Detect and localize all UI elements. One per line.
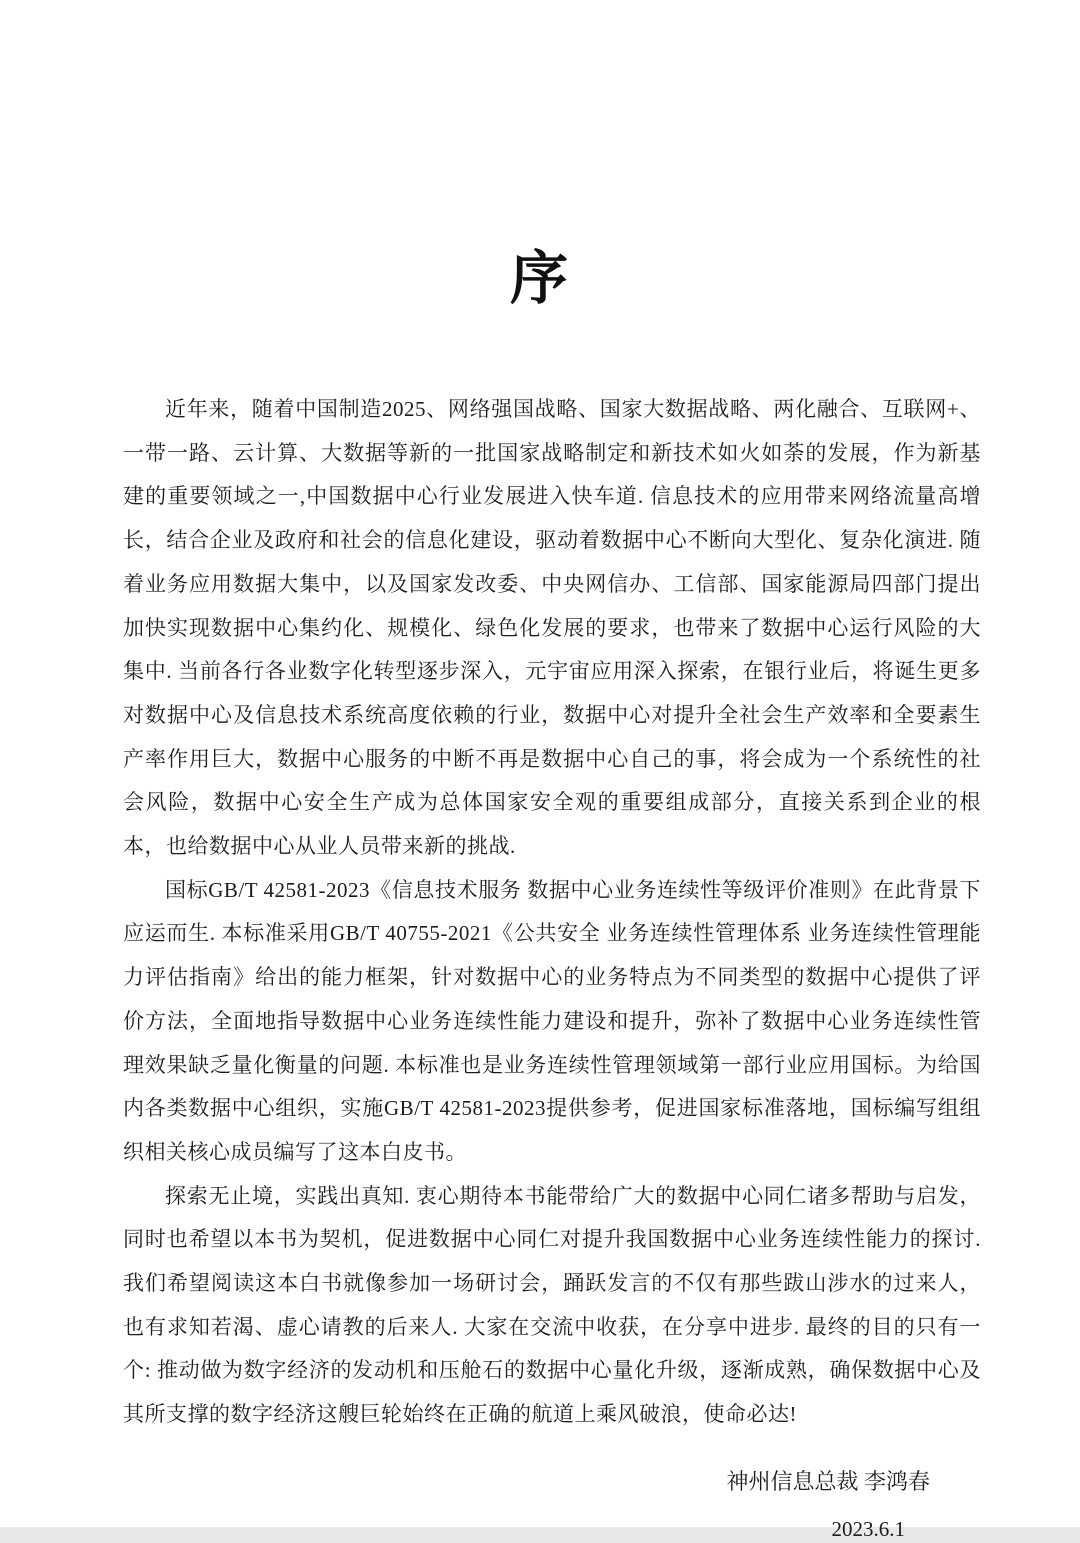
preface-body — [123, 388, 981, 1437]
paragraph-2: 国标GB/T 42581-2023《信息技术服务 数据中心业务连续性等级评价准则》在此背景下应运而生. 本标准采用GB/T 40755-2021《公共安全 业务连续性管理体系 业务连续性管理能力评估指南》给出的能力框架，针对数据中心的业务特点为不同类型的数据中心提供了评价方法，全面地指导数据中心业务连续性能力建设和提升，弥补了数据中心业务连续性管理效果缺乏量化衡量的问题. 本标准也是业务连续性管理领域第一部行业应用国标。为给国内各类数据中心组织，实施GB/T 42581-2023提供参考，促进国家标准落地，国标编写组组织相关核心成员编写了这本白皮书。 — [123, 877, 981, 1164]
date-line: 2023.6.1 — [831, 1516, 905, 1541]
page-title: 序 — [509, 246, 570, 311]
paragraph-1: 近年来，随着中国制造2025、网络强国战略、国家大数据战略、两化融合、互联网+、一带一路、云计算、大数据等新的一批国家战略制定和新技术如火如荼的发展，作为新基建的重要领域之一,中国数据中心行业发展进入快车道. 信息技术的应用带来网络流量高增长，结合企业及政府和社会的信息化建设，驱动着数据中心不断向大型化、复杂化演进. 随着业务应用数据大集中，以及国家发改委、中央网信办、工信部、国家能源局四部门提出加快实现数据中心集约化、规模化、绿色化发展的要求，也带来了数据中心运行风险的大集中. 当前各行各业数字化转型逐步深入，元宇宙应用深入探索，在银行业后，将诞生更多对数据中心及信息技术系统高度依赖的行业，数据中心对提升全社会生产效率和全要素生产率作用巨大，数据中心服务的中断不再是数据中心自己的事，将会成为一个系统性的社会风险，数据中心安全生产成为总体国家安全观的重要组成部分，直接关系到企业的根本，也给数据中心从业人员带来新的挑战. — [123, 397, 981, 859]
signature-line: 神州信息总裁 李鸿春 — [726, 1468, 930, 1494]
paragraph-3: 探索无止境，实践出真知. 衷心期待本书能带给广大的数据中心同仁诸多帮助与启发，同时也希望以本书为契机，促进数据中心同仁对提升我国数据中心业务连续性能力的探讨. 我们希望阅读这本白书就像参加一场研讨会，踊跃发言的不仅有那些跋山涉水的过来人，也有求知若渴、虚心请教的后来人. 大家在交流中收获，在分享中进步. 最终的目的只有一个: 推动做为数字经济的发动机和压舱石的数据中心量化升级，逐渐成熟，确保数据中心及其所支撑的数字经济这艘巨轮始终在正确的航道上乘风破浪，使命必达! — [123, 1183, 981, 1427]
